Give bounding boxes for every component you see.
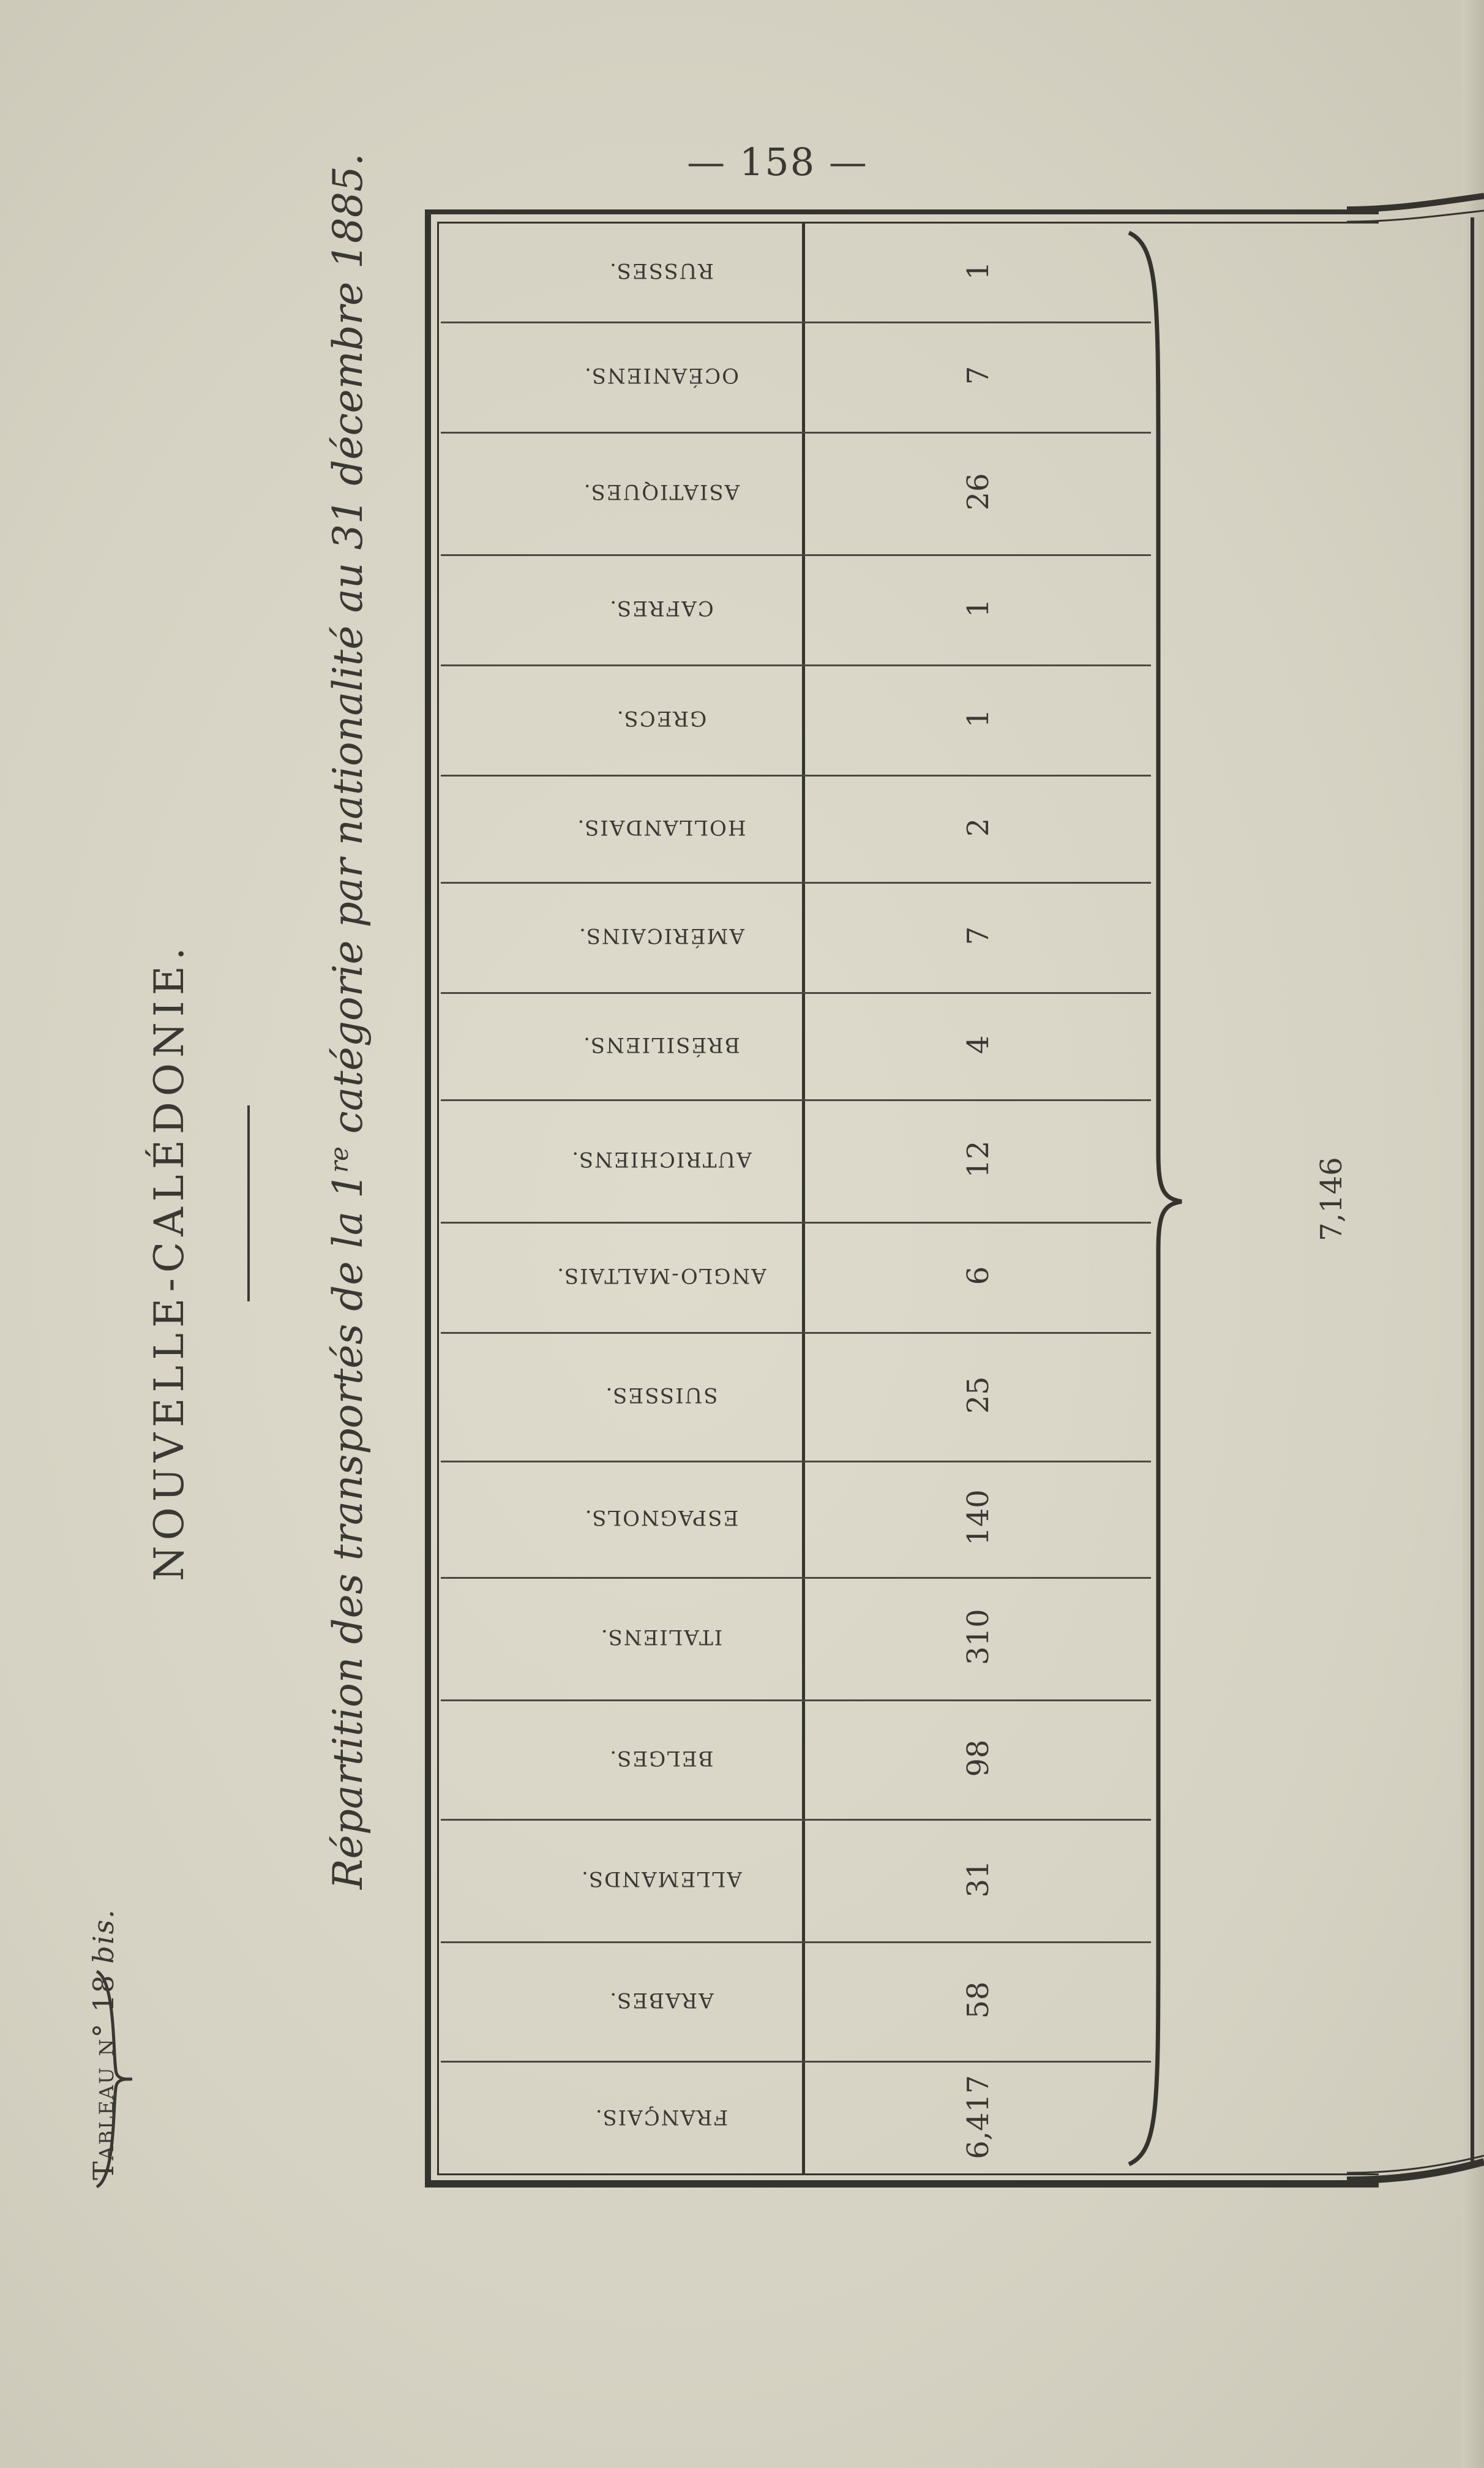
nationality-label: SUISSES. bbox=[604, 1383, 718, 1407]
nationality-label: BELGES. bbox=[609, 1745, 714, 1770]
nationality-count: 140 bbox=[961, 1489, 995, 1546]
nationality-count: 58 bbox=[961, 1981, 995, 2019]
nationality-count: 7 bbox=[961, 926, 995, 946]
table-subtitle bbox=[324, 153, 372, 1889]
title-divider bbox=[247, 1105, 250, 1301]
nationality-count: 12 bbox=[961, 1140, 995, 1178]
nationality-count: 31 bbox=[961, 1860, 995, 1898]
nationality-label: ASIATIQUES. bbox=[582, 480, 740, 504]
row-divider bbox=[441, 1099, 1151, 1101]
table-caption-suffix: bis. bbox=[87, 1908, 120, 1964]
nationality-label: GRECS. bbox=[615, 706, 707, 731]
nationality-count: 25 bbox=[961, 1376, 995, 1414]
row-divider bbox=[441, 1577, 1151, 1579]
nationality-label: CAFRES. bbox=[609, 596, 714, 620]
nationality-count: 6,417 bbox=[961, 2074, 995, 2159]
nationality-count: 1 bbox=[961, 261, 995, 280]
row-divider bbox=[441, 664, 1151, 666]
nationality-label: AMÉRICAINS. bbox=[578, 924, 744, 948]
nationality-count: 1 bbox=[961, 598, 995, 618]
row-divider bbox=[441, 554, 1151, 556]
total-count: 7,146 bbox=[1314, 1157, 1349, 1241]
row-divider bbox=[441, 1699, 1151, 1701]
table-caption-label: Tableau n° 18 bbox=[87, 1974, 120, 2180]
page-number: — 158 — bbox=[687, 140, 868, 184]
nationality-count: 6 bbox=[961, 1266, 995, 1285]
nationality-label: ESPAGNOLS. bbox=[583, 1505, 739, 1530]
frame-curve-icon bbox=[1347, 184, 1484, 2217]
nationality-count: 310 bbox=[961, 1609, 995, 1665]
nationality-label: RUSSES. bbox=[609, 258, 714, 283]
nationality-count: 2 bbox=[961, 818, 995, 837]
row-divider bbox=[441, 2061, 1151, 2063]
row-divider bbox=[441, 882, 1151, 884]
nationality-label: AUTRICHIENS. bbox=[571, 1147, 752, 1172]
row-divider bbox=[441, 1819, 1151, 1821]
nationality-label: ARABES. bbox=[609, 1987, 714, 2012]
nationality-label: OCÉANIENS. bbox=[583, 363, 739, 388]
row-divider bbox=[441, 1332, 1151, 1334]
row-divider bbox=[441, 1941, 1151, 1943]
page-title: NOUVELLE-CALÉDONIE. bbox=[146, 942, 193, 1581]
column-separator bbox=[802, 222, 805, 2175]
total-brace-icon bbox=[1120, 222, 1188, 2175]
row-divider bbox=[441, 992, 1151, 994]
subtitle-after: catégorie par nationalité au 31 décembre 1885. bbox=[324, 153, 372, 1147]
nationality-count: 26 bbox=[961, 473, 995, 511]
row-divider bbox=[441, 322, 1151, 323]
nationality-label: HOLLANDAIS. bbox=[576, 815, 746, 840]
caption-brace-icon bbox=[92, 1969, 135, 2189]
row-divider bbox=[441, 775, 1151, 777]
nationality-count: 7 bbox=[961, 366, 995, 385]
nationality-count: 98 bbox=[961, 1739, 995, 1777]
nationality-label: ITALIENS. bbox=[599, 1625, 723, 1649]
nationality-label: ANGLO-MALTAIS. bbox=[556, 1263, 766, 1288]
nationality-label: ALLEMANDS. bbox=[580, 1867, 742, 1891]
row-divider bbox=[441, 432, 1151, 434]
row-divider bbox=[441, 1222, 1151, 1224]
nationality-count: 4 bbox=[961, 1035, 995, 1054]
nationality-label: BRÉSILIENS. bbox=[582, 1032, 740, 1057]
subtitle-before: Répartition des transportés de la 1 bbox=[324, 1172, 372, 1889]
subtitle-superscript: re bbox=[326, 1146, 354, 1173]
nationality-label: FRANÇAIS. bbox=[594, 2104, 729, 2129]
row-divider bbox=[441, 1461, 1151, 1462]
nationality-count: 1 bbox=[961, 709, 995, 728]
